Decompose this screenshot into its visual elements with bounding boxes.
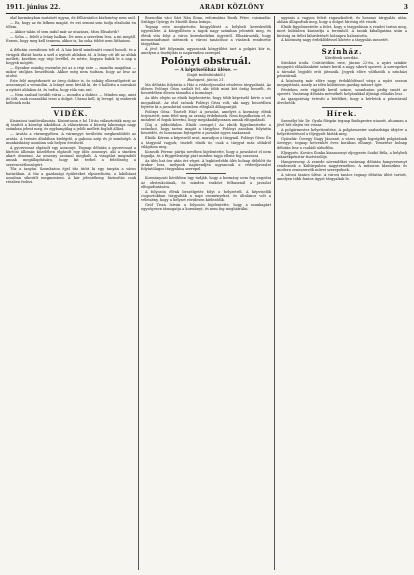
paragraph: Elnök: Kérem a képviselő urat, maradjon a tárgynál. Polónyi Géza: Én a tárgynál vagyok, tisztelt elnök úr, csak a tárgyat más oldalról világítom meg. bbox=[141, 136, 271, 149]
paragraph: Kossuth Ferenc pártja nevében kijelentette, hogy a javaslatot el nem fogadja, és a függetlenségi párt minden tagja ellene fog szavazni. bbox=[141, 149, 271, 158]
paragraph: Polónyi Géza: Tisztelt Ház! A javaslat, amelyet a kormány elénk terjesztett, nem felel meg az ország érdekeinek. Nem fogadhatom el, és mindent el fogok követni, hogy megakadályozzam annak elfogadását. bbox=[141, 109, 271, 123]
paragraph: Gróf Tisza István a folyosón kijelentette, hogy a munkapárt egységesen támogatja a kormányt, és nem fog meghátrálni. bbox=[141, 203, 271, 212]
paragraph: Gyászhír. Özvegy Nagy Jánosné, a város egyik legrégibb polgárának özvegye, tegnap hetvenhét éves korában elhunyt. Temetése holnap délután lesz a családi sírboltba. bbox=[277, 137, 407, 150]
column-rule-1 bbox=[138, 16, 139, 570]
paragraph: — Soha — felelt a leány halkan. De nem a szerelem lesz, a mi megáll. Érzem, hogy meg kell tennem, akkor is, ha soha többé nem láthatom. bbox=[6, 34, 136, 44]
paragraph: Az igazgatóság értesíti a bérlőket, hogy a bérletek a pénztárnál átvehetők. bbox=[277, 96, 407, 106]
separator bbox=[51, 45, 91, 46]
paragraph: A városi tanács ülése. A városi tanács tegnap délután ülést tartott, amelyen több fontos ügyet tárgyaltak le. bbox=[277, 172, 407, 182]
page-header bbox=[6, 4, 408, 14]
page-number: 3 bbox=[403, 4, 408, 11]
separator bbox=[186, 173, 226, 174]
paragraph: Személyi hír. Dr. Gyula főispán tegnap Budapestre utazott, ahonnan a jövő hét elején tér vissza. bbox=[277, 119, 407, 128]
paragraph: — Ilyenkor mindig eszembe jut az a régi este — mondta magában — mikor utoljára beszéltünk. Akkor még nem tudtam, hogy az lesz az utolsó. bbox=[6, 65, 136, 79]
separator bbox=[322, 45, 362, 46]
paragraph: Ma délután folytatta a Ház a véderőjavaslat részletes tárgyalását. Az ülésen Polónyi Géza szólalt fel, aki több mint két óráig beszélt, és beszédében élesen támadta a kormányt. bbox=[141, 82, 271, 96]
paragraph: Pénteken este vígjáték kerül színre, szombaton pedig ismét az operett. Vasárnap délután mérsékelt helyárakkal ifjúsági előadás lesz. bbox=[277, 87, 407, 97]
article-subhead: — A képviselőház ülése. — bbox=[174, 67, 238, 73]
paragraph: Kormányzati körökben úgy tudják, hogy a kormány nem fog engedni az obstrukciónak, és minden eszközt felhasznál a javaslat elfogadtatására. bbox=[141, 176, 271, 189]
column-rule-2 bbox=[274, 16, 275, 570]
paragraph: A folyosón élénk beszélgetés folyt a helyzetről. A képviselők csoportokban tárgyalták a napi eseményeket, és általános volt a vélemény, hogy a helyzet rövidesen kiéleződik. bbox=[141, 189, 271, 203]
paragraph: — Nem szabad tovább várni — mondta a doktor. — Minden nap, amit itt tölt, csak rosszabbá teszi a dolgot. Utazni kell, új levegő, új emberek kellenek neki. bbox=[6, 92, 136, 106]
paragraph: Este felé megérkezett az öreg doktor is, és sokáig elbeszélgetett az asszonnyal a verandán. A leányt nem hívták ki, de ő hallotta a szavakat a nyitott ablakon át, és tudta, hogy róla van szó. bbox=[6, 79, 136, 92]
section-subtitle: Kérdések szerdán. bbox=[325, 56, 359, 61]
paragraph: A közönség nagy érdeklődéssel kísérte a tárgyalás menetét. bbox=[281, 38, 389, 43]
paragraph: A polgármester helyettesítése. A polgármester szabadsága idejére a helyettesítéssel a főjegyzőt bízták meg. bbox=[277, 128, 407, 137]
paragraph: — Aratás a vármegyében. A vármegye területén megkezdődött az aratás. A termés általában kielégítő, a gabona szép és jó minőségű. A munkáshiány azonban sok helyen érezhető. bbox=[6, 132, 136, 145]
columns bbox=[6, 16, 408, 570]
paragraph: — Ez, hogy az én lelkem magáé, és ezt semmi sem tudja elrabolni én tőlem. bbox=[6, 20, 136, 30]
paragraph: A közönség már előre nagy érdeklődéssel várja a nyári szezon megnyitását, amely az idén különösen gazdag műsort ígér. bbox=[277, 78, 407, 87]
issue-date: 1911. június 22. bbox=[6, 4, 61, 11]
paragraph: ugyanis a vagyon felett ragaszkodott, és hosszas tárgyalás után, abban állapodtak meg, hogy a dolgot bíróság elé viszik. bbox=[277, 16, 407, 25]
paragraph: A délután csendesen telt el. A ház körül mindenütt csend honolt, és a virágok illatát hozta a szél a nyitott ablakon át. A leány ott ült az ablak mellett, kezében egy régi levéllel, és nézte, hogyan bukik le a nap a hegyek mögött. bbox=[6, 48, 136, 66]
paragraph: (Zaj a jobboldalon. Elnök csenget.) Az elnök figyelmeztette a szónokot, hogy tartsa magát a tárgyhoz. Polónyi azonban folytatta beszédét, és hosszasan fejtegette a javaslat egyes szakaszait. bbox=[141, 122, 271, 136]
paragraph: — Akkor talán el sem indul már az utazásra, Miss Elisabeth? bbox=[10, 29, 120, 34]
separator bbox=[322, 107, 362, 108]
paper-title: ARADI KÖZLÖNY bbox=[199, 4, 265, 11]
paragraph: Kisiratosi tanítóválasztás. Kisiratoson e hó 18-án választották meg az új tanítót a községi iskolához. A választáson a község lakossága nagy számban jelent meg, és egyhangúlag a jelölt mellett foglalt állást. bbox=[6, 118, 136, 132]
paragraph: A jövő hét folyamán ugyancsak közgyűlést tart a polgári kör is, amelyen a tisztújítás is napirenden szerepel. bbox=[141, 46, 271, 56]
section-title-news: Hírek. bbox=[326, 109, 358, 119]
article-source: (Saját tudósítónktól.) bbox=[186, 73, 226, 78]
paragraph: Tegnap este megtartotta közgyűlését a helybeli kereskedők egyesülete. A közgyűlésen a tagok nagy számban jelentek meg, és élénk vita folyt a város kereskedelmi ügyeiről. Elhatározták, hogy memorandumot intéznek a városi tanácshoz a vásárok rendezése tárgyában. bbox=[141, 25, 271, 47]
article-dateline: Budapest, június 21. bbox=[187, 78, 225, 83]
column-2 bbox=[141, 16, 271, 212]
section-title-theatre: Színház. bbox=[321, 46, 363, 56]
article-headline: Polónyi obstruál. bbox=[160, 56, 252, 68]
paragraph: Elnök figyelmeztette a felet, hogy a tárgyaláson a rendet tartsa meg, mert különben kiutasítja a teremből. A tanúk kihallgatása után a bíróság az ítélet kihirdetését holnapra halasztotta. bbox=[277, 25, 407, 38]
paragraph: A gyorsvonat elgázolt egy asszonyt. Tegnap délután a gyorsvonat a kürtösi állomás közelében elgázolt egy idős asszonyt, aki a síneken akart átmenni. Az asszony azonnal meghalt. A vizsgálat megindult annak megállapítására, hogy kit terhel a felelősség a szerencsétlenségért. bbox=[6, 145, 136, 167]
column-1 bbox=[6, 16, 136, 185]
paragraph: Színházi iroda. Csütörtökön este, június 22-én, a nyári színkör megnyitó előadásaként színre kerül a nagy sikerű operett. A szerepeket a társulat legjobb erői játsszák. Jegyek előre válthatók a színházi pénztárnál. bbox=[277, 61, 407, 78]
paragraph: Eljegyzés. Kovács Ilonka kisasszonyt eljegyezte Szabó Béla, a helybeli takarékpénztár tisztviselője. bbox=[277, 150, 407, 159]
paragraph: Az ülés elején az elnök bejelentette, hogy több képviselő kérte a szó megadását. Az első szónok Polónyi Géza volt, aki nagy beszédben fejtette ki a javaslattal szemben elfoglalt álláspontját. bbox=[141, 96, 271, 109]
paragraph: Tűz a tanyán. Szombaton éjjel tűz ütött ki egy tanyán a város határában. A tűz a gazdasági épületeket elpusztította, a lakóházat azonban sikerült megmenteni. A kár jelentékeny, biztosítás csak részben fedezi. bbox=[6, 167, 136, 185]
paragraph: Az ülés hat óra után ért véget. A legközelebbi ülés holnap délelőtt tíz órakor lesz, melynek napirendjén ugyancsak a véderőjavaslat folytatólagos tárgyalása szerepel. bbox=[141, 158, 271, 172]
paragraph: Bozsodán váci Sári Nán Ilona, református Rozik Péter, csizmadia: Szilágyi György és Mezőfi Ilona leánya. bbox=[141, 16, 271, 25]
paragraph: Hangverseny. A zenede növendékei vasárnap délután hangversenyt rendeznek a Kultúrpalota nagytermében. A műsoron klasszikus és modern zeneszerzők művei szerepelnek. bbox=[277, 159, 407, 173]
section-title-videk: VIDÉK. bbox=[53, 109, 89, 119]
separator bbox=[51, 107, 91, 108]
column-3 bbox=[277, 16, 407, 182]
paragraph: olaf kormányban mutatott ugyan, de félhivatalos közlemény nem szól. bbox=[10, 16, 136, 20]
